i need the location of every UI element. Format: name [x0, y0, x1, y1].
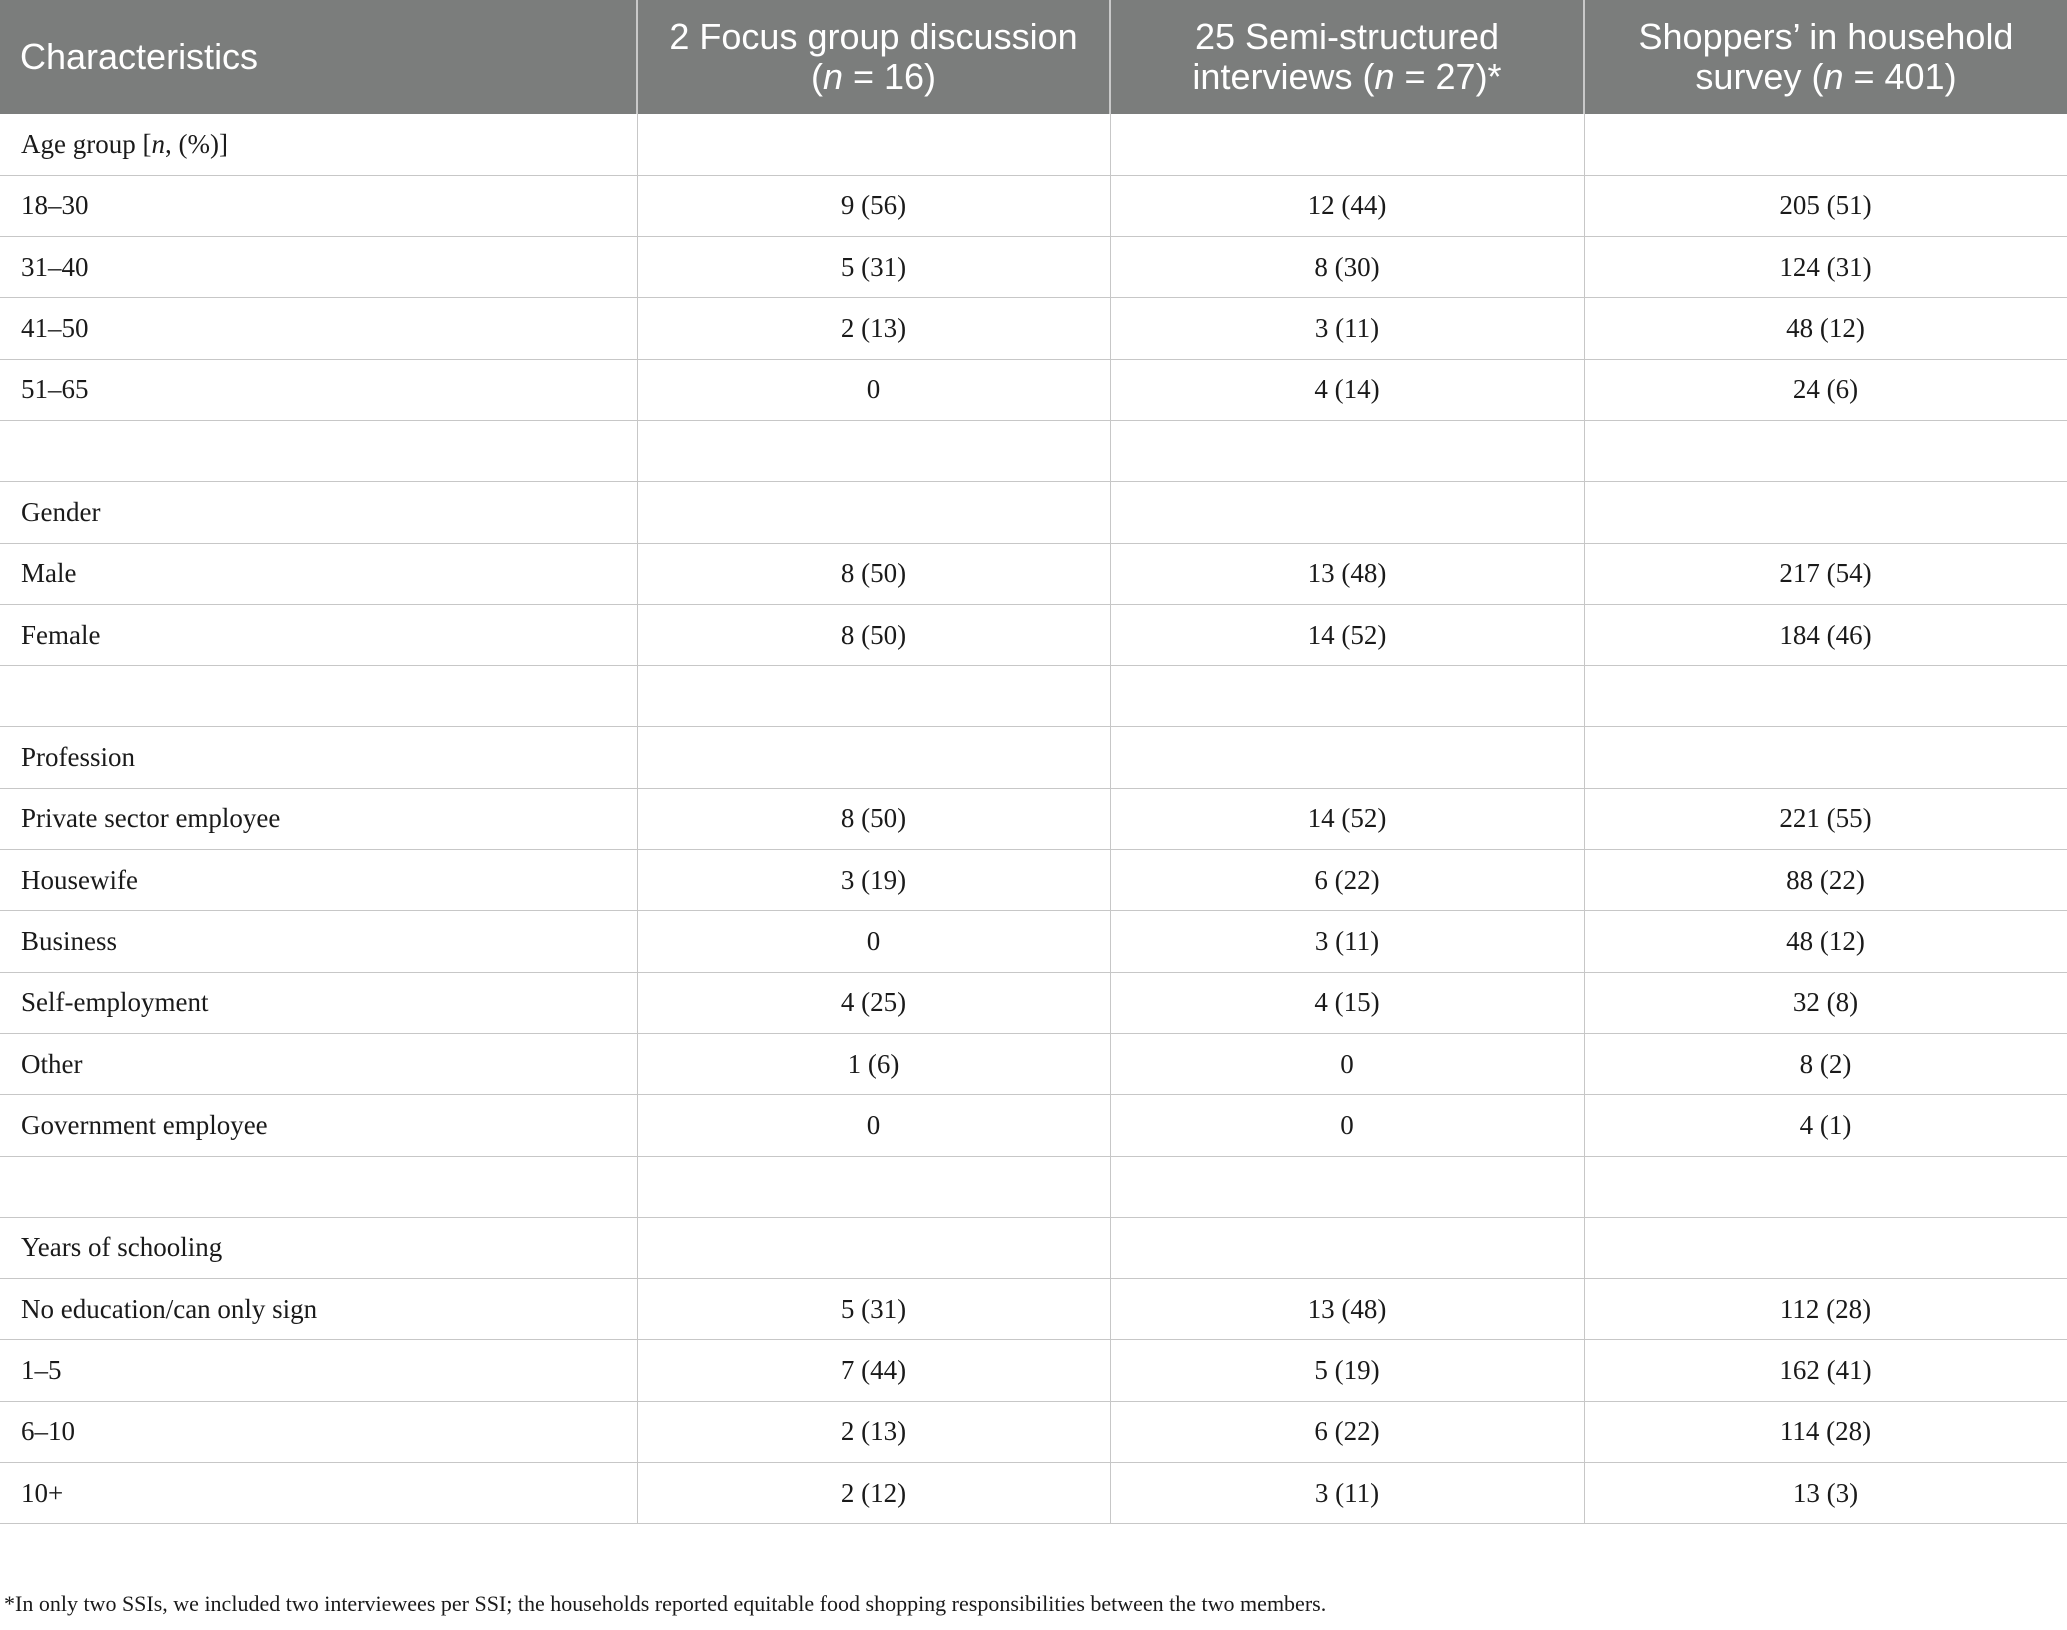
table-cell: 88 (22): [1584, 850, 2067, 911]
table-cell: 8 (50): [637, 604, 1110, 665]
row-label: Government employee: [0, 1095, 637, 1156]
table-row: [0, 543, 2067, 604]
row-label-n: n: [151, 128, 165, 159]
table-row: [0, 175, 2067, 236]
table-cell: 3 (11): [1110, 1463, 1584, 1524]
table-cell: [1584, 482, 2067, 543]
column-header-n: n: [822, 56, 843, 97]
row-label: Housewife: [0, 850, 637, 911]
table-cell: [637, 114, 1110, 175]
table-cell: [1110, 114, 1584, 175]
table-cell: 4 (25): [637, 972, 1110, 1033]
column-header-n: n: [1374, 56, 1395, 97]
row-label: 1–5: [0, 1340, 637, 1401]
table-cell: [637, 727, 1110, 788]
column-header-1: [637, 0, 1110, 114]
table-cell: 48 (12): [1584, 911, 2067, 972]
row-label: Business: [0, 911, 637, 972]
row-label: [0, 420, 637, 481]
row-label: Private sector employee: [0, 788, 637, 849]
table-row: [0, 1095, 2067, 1156]
column-header-2: [1110, 0, 1584, 114]
table-cell: 3 (19): [637, 850, 1110, 911]
table-cell: 6 (22): [1110, 1401, 1584, 1462]
table-cell: 162 (41): [1584, 1340, 2067, 1401]
table-cell: 4 (15): [1110, 972, 1584, 1033]
table-cell: 14 (52): [1110, 604, 1584, 665]
table-cell: 12 (44): [1110, 175, 1584, 236]
table-cell: [1110, 727, 1584, 788]
table-cell: [1110, 666, 1584, 727]
row-label: [0, 114, 637, 175]
row-label: [0, 1156, 637, 1217]
table-cell: 7 (44): [637, 1340, 1110, 1401]
table-cell: 13 (48): [1110, 543, 1584, 604]
table-cell: [637, 420, 1110, 481]
row-label: 18–30: [0, 175, 637, 236]
table-cell: 2 (13): [637, 298, 1110, 359]
table-row: [0, 1033, 2067, 1094]
row-label: Other: [0, 1033, 637, 1094]
row-label: [0, 666, 637, 727]
table-cell: 32 (8): [1584, 972, 2067, 1033]
table-row: [0, 972, 2067, 1033]
row-label: Male: [0, 543, 637, 604]
table-cell: [1584, 727, 2067, 788]
table-row: [0, 911, 2067, 972]
table-row: [0, 1401, 2067, 1462]
row-label: 51–65: [0, 359, 637, 420]
table-cell: 0: [637, 359, 1110, 420]
table-row: [0, 237, 2067, 298]
table-cell: [1110, 1156, 1584, 1217]
row-label-suffix: , (%)]: [164, 128, 228, 159]
column-header-count: = 16): [842, 56, 937, 97]
table-row: [0, 1217, 2067, 1278]
table-cell: [1584, 114, 2067, 175]
table-cell: [1584, 420, 2067, 481]
table-cell: 13 (3): [1584, 1463, 2067, 1524]
table-cell: 14 (52): [1110, 788, 1584, 849]
table-cell: 114 (28): [1584, 1401, 2067, 1462]
table-cell: 112 (28): [1584, 1279, 2067, 1340]
table-cell: 2 (12): [637, 1463, 1110, 1524]
table-cell: 5 (19): [1110, 1340, 1584, 1401]
row-label: 41–50: [0, 298, 637, 359]
column-header-characteristics: [0, 0, 637, 114]
table-cell: 205 (51): [1584, 175, 2067, 236]
row-label: Profession: [0, 727, 637, 788]
table-cell: [1110, 482, 1584, 543]
column-header-text: 25 Semi-structured interviews (: [1192, 16, 1500, 97]
table-cell: 8 (30): [1110, 237, 1584, 298]
table-row: [0, 788, 2067, 849]
table-row: [0, 727, 2067, 788]
table-cell: 3 (11): [1110, 298, 1584, 359]
table-cell: 4 (14): [1110, 359, 1584, 420]
column-header-count: = 27)*: [1394, 56, 1502, 97]
table-header-row: [0, 0, 2067, 114]
table-cell: 13 (48): [1110, 1279, 1584, 1340]
table-cell: [1110, 420, 1584, 481]
column-header-3: [1584, 0, 2067, 114]
table-cell: [637, 1156, 1110, 1217]
table-cell: 8 (2): [1584, 1033, 2067, 1094]
table-cell: 0: [1110, 1095, 1584, 1156]
row-label: Gender: [0, 482, 637, 543]
table-cell: 48 (12): [1584, 298, 2067, 359]
table-cell: [1584, 1217, 2067, 1278]
row-label: 31–40: [0, 237, 637, 298]
row-label-text: Age group [: [21, 128, 152, 159]
table-row: [0, 359, 2067, 420]
row-label: Self-employment: [0, 972, 637, 1033]
table-cell: [637, 482, 1110, 543]
table-cell: 4 (1): [1584, 1095, 2067, 1156]
table-cell: 1 (6): [637, 1033, 1110, 1094]
column-header-n: n: [1823, 56, 1844, 97]
table-cell: 3 (11): [1110, 911, 1584, 972]
table-row: [0, 482, 2067, 543]
row-label: Years of schooling: [0, 1217, 637, 1278]
table-cell: [1584, 666, 2067, 727]
row-label: No education/can only sign: [0, 1279, 637, 1340]
table-cell: 5 (31): [637, 1279, 1110, 1340]
row-label: Female: [0, 604, 637, 665]
table-cell: 9 (56): [637, 175, 1110, 236]
table-cell: 184 (46): [1584, 604, 2067, 665]
table-row: [0, 1340, 2067, 1401]
table-cell: [637, 666, 1110, 727]
table-cell: 8 (50): [637, 543, 1110, 604]
table-row: [0, 114, 2067, 175]
table-row: [0, 850, 2067, 911]
table-row: [0, 1463, 2067, 1524]
table-cell: 124 (31): [1584, 237, 2067, 298]
table-cell: 24 (6): [1584, 359, 2067, 420]
column-header-text: Shoppers’ in household survey (: [1638, 16, 2014, 97]
table-cell: 0: [637, 1095, 1110, 1156]
table-cell: 6 (22): [1110, 850, 1584, 911]
table-cell: [1584, 1156, 2067, 1217]
table-cell: 0: [1110, 1033, 1584, 1094]
table-cell: [1110, 1217, 1584, 1278]
table-cell: 8 (50): [637, 788, 1110, 849]
table-row: [0, 666, 2067, 727]
table-row: [0, 1279, 2067, 1340]
table-body: [0, 114, 2067, 1524]
table-row: [0, 1156, 2067, 1217]
table-footnote: *In only two SSIs, we included two interviewees per SSI; the households reported equitable food shopping responsibilities between the two members.: [4, 1591, 1327, 1616]
table-row: [0, 420, 2067, 481]
table-cell: 221 (55): [1584, 788, 2067, 849]
table-cell: [637, 1217, 1110, 1278]
table-cell: 217 (54): [1584, 543, 2067, 604]
column-header-text: 2 Focus group discussion (: [669, 16, 1078, 97]
row-label: 10+: [0, 1463, 637, 1524]
table-cell: 5 (31): [637, 237, 1110, 298]
table-row: [0, 298, 2067, 359]
column-header-count: = 401): [1843, 56, 1957, 97]
table-cell: 0: [637, 911, 1110, 972]
table-cell: 2 (13): [637, 1401, 1110, 1462]
column-header-text: Characteristics: [20, 36, 259, 77]
row-label: 6–10: [0, 1401, 637, 1462]
table-row: [0, 604, 2067, 665]
